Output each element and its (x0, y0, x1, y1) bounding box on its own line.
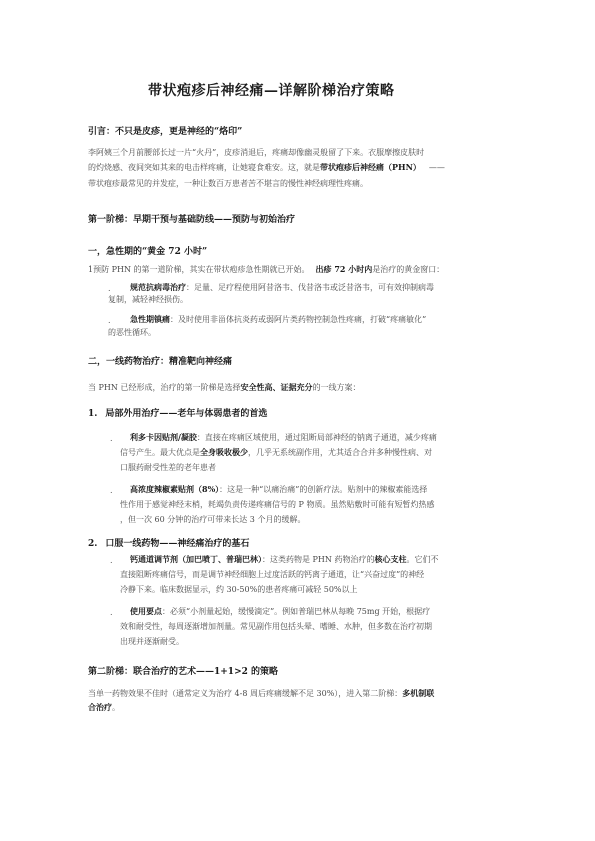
intro-heading: 引言：不只是皮疹，更是神经的“烙印” (88, 127, 243, 137)
list-item-1: 1. 局部外用治疗——老年与体弱患者的首选 (88, 409, 268, 419)
usage-line-1: 使用要点：必须“小剂量起始，缓慢滴定”。例如普瑞巴林从每晚 75mg 开始，根据疗 (130, 606, 431, 616)
bullet-antiviral: 规范抗病毒治疗：足量、足疗程使用阿昔洛韦、伐昔洛韦或泛昔洛韦，可有效抑制病毒 (130, 282, 434, 292)
stage2-para-line-1: 当单一药物效果不佳时（通常定义为治疗 4-8 周后疼痛缓解不足 30%），进入第二阶梯：多机制联 (88, 688, 435, 698)
bullet-antiviral-cont: 复制，减轻神经损伤。 (108, 295, 188, 304)
bullet-marker: . (110, 556, 113, 565)
bullet-marker: . (110, 608, 113, 617)
intro-line-1: 李阿姨三个月前腰部长过一片“火丹”，皮疹消退后，疼痛却像幽灵般留了下来。衣服摩擦皮肤时 (88, 148, 425, 157)
calcium-line-2: 直接阻断疼痛信号，而是调节神经细胞上过度活跃的钙离子通道，让“兴奋过度”的神经 (120, 570, 425, 579)
bullet-marker: . (110, 434, 113, 443)
stage2-heading: 第二阶梯：联合治疗的艺术——1+1>2 的策略 (88, 667, 279, 677)
list-item-2: 2. 口服一线药物——神经痛治疗的基石 (88, 539, 250, 549)
usage-line-2: 效和耐受性，每周逐渐增加剂量。常见副作用包括头晕、嗜睡、水肿，但多数在治疗初期 (120, 622, 432, 631)
stage1-sub2: 二，一线药物治疗：精准靶向神经痛 (88, 357, 233, 367)
stage1-para2: 当 PHN 已经形成，治疗的第一阶梯是选择安全性高、证据充分的一线方案： (88, 382, 361, 392)
page-title: 带状疱疹后神经痛—详解阶梯治疗策略 (148, 83, 395, 99)
intro-line-3: 带状疱疹最常见的并发症，一种让数百万患者苦不堪言的慢性神经病理性疼痛。 (88, 179, 368, 188)
calcium-line-3: 冷静下来。临床数据显示，约 30-50%的患者疼痛可减轻 50%以上 (120, 585, 358, 594)
bullet-marker: . (108, 284, 111, 293)
calcium-line-1: 钙通道调节剂（加巴喷丁、普瑞巴林）：这类药物是 PHN 药物治疗的核心支柱。它们不 (130, 554, 439, 564)
stage2-para-line-2: 合治疗。 (88, 702, 120, 712)
capsaicin-line-1: 高浓度辣椒素贴剂（8%）：这是一种“以痛治痛”的创新疗法。贴剂中的辣椒素能选择 (130, 484, 428, 494)
capsaicin-line-2: 性作用于感觉神经末梢，耗竭负责传递疼痛信号的 P 物质。虽然贴敷时可能有短暂灼热感 (120, 500, 435, 509)
usage-line-3: 出现并逐渐耐受。 (120, 637, 184, 646)
bullet-marker: . (110, 486, 113, 495)
intro-line-2: 的灼烧感、夜间突如其来的电击样疼痛，让她寝食难安。这，就是带状疱疹后神经痛（PHN） —— (88, 162, 445, 172)
stage1-sub1: 一，急性期的“黄金 72 小时” (88, 247, 208, 257)
capsaicin-line-3: ，但一次 60 分钟的治疗可带来长达 3 个月的缓解。 (120, 515, 306, 524)
lidocaine-line-2: 信号产生。最大优点是全身吸收极少，几乎无系统副作用，尤其适合合并多种慢性病、对 (120, 447, 432, 457)
bullet-marker: . (108, 316, 111, 325)
phn-term: 带状疱疹后神经痛（PHN） (320, 162, 421, 172)
stage1-para1: 1预防 PHN 的第一道阶梯，其实在带状疱疹急性期就已开始。 出疹 72 小时内是治疗的黄金窗口： (88, 264, 445, 274)
stage1-heading: 第一阶梯：早期干预与基础防线——预防与初始治疗 (88, 215, 296, 225)
lidocaine-line-3: 口服药耐受性差的老年患者 (120, 463, 216, 472)
lidocaine-line-1: 利多卡因贴剂/凝胶：直接在疼痛区域使用，通过阻断局部神经的钠离子通道，减少疼痛 (130, 432, 437, 442)
bullet-analgesia: 急性期镇痛：及时使用非甾体抗炎药或弱阿片类药物控制急性疼痛，打破“疼痛敏化” (130, 314, 427, 324)
bullet-analgesia-cont: 的恶性循环。 (108, 328, 156, 337)
